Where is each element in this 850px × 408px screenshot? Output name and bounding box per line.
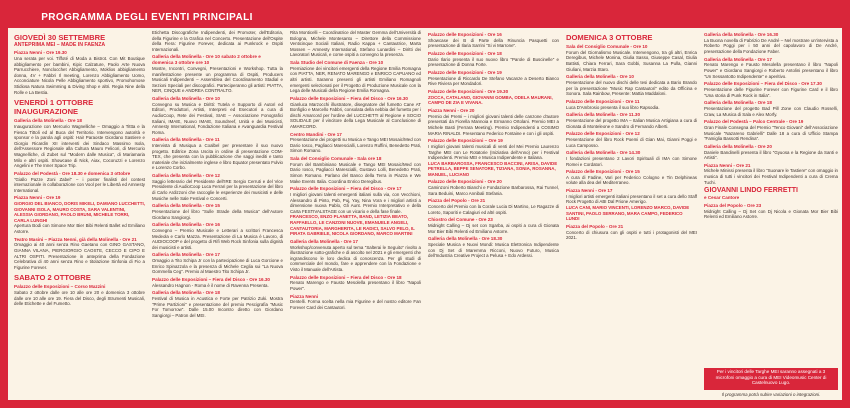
program-venue-entry: Piazza Nenni - Ore 21 bbox=[704, 162, 751, 168]
program-venue-entry: Centro Mandini - Ore 17 bbox=[290, 131, 342, 137]
program-txt-entry: Dentelli. Forma scelta nella mia Figurine e del nostro editore Fan Forever Card dei Cantautori. bbox=[290, 299, 421, 310]
program-day-entry: VENERDÌ 1 OTTOBRE INAUGURAZIONE bbox=[14, 98, 94, 117]
program-txt-entry: La Buona novella di Fabrizio De André – Nel mostrare un'intervista a Roberto Poggi per i 50 anni del capolavoro di De André, presentazione della Fondazione Faber. bbox=[704, 37, 838, 54]
program-venue-entry: Palazzo delle Esposizioni – Fiera del Disco - Ore 16.30 bbox=[152, 276, 270, 282]
program-venue-entry: Palazzo delle Esposizioni - Ore 19 bbox=[428, 69, 502, 75]
program-venue-entry: Galleria della Molinella - Ore 18 bbox=[704, 100, 772, 106]
program-txt-entry: Presentazione del nuovo dischi delle tesi dedicata a Bario Brando per la presentazione "Music Rap Cantautori" edito da Officina e Sonora. Sala Rainbow, Presente: Mattia Maddaloni. bbox=[566, 79, 697, 97]
program-guest-entry: GIOVANNI LINDO FERRETTI bbox=[704, 187, 798, 195]
program-venue-entry: Galleria della Molinella - Ore 17 bbox=[704, 56, 772, 62]
program-txt-entry: Gran Finale Consegna del Premio "Tenco Giovani" dell'Associazione Musicale "Nazareno Gabrielli" Dalle 18 a cura di Ufficio Stampa "Famiglia Bassotti Rendina". bbox=[704, 124, 838, 142]
program-txt-entry: Forum del Giornalismo Musicale. Intervengono, tra gli altri, Enrica Deregibus, Michele Monina, Giulia Sasso, Giuseppe Casal, Giulia Battisti, Chiara Ferrari, Sara Gobbi, Susanna La Pulla, Gianni Giuliani, Marzia Staro. bbox=[566, 49, 697, 72]
program-sheet bbox=[8, 8, 842, 400]
program-venue-entry: Galleria della Molinella - Ore 18 bbox=[152, 290, 220, 296]
program-txt-entry: Luca D'Ambrosio presenta il suo libro Rapsodia. bbox=[566, 104, 660, 110]
program-txt-entry: Presentazione del progetto IMA – Italian Musica Artigiana a cura di Gionata di Monteleone e Sandro di Fernando Alberti. bbox=[566, 117, 697, 129]
program-txt-entry: I migliori artisti emergenti italiani presentano il set a cura dello Staff Rock Progetto di ABI Dal Prione Amerigo. bbox=[566, 193, 697, 205]
program-venue-entry: Palazzo delle Esposizioni - Ore 20 bbox=[428, 179, 502, 185]
program-hl-entry: e Cesar Cantore bbox=[704, 195, 740, 201]
program-txt-entry: Michele Minissi presenta il libro "Suonare le Tastiere" con omaggio in musica di tutti i vincitori dei Festival Indipendenti a cura di Crema Tuchi. bbox=[704, 168, 838, 185]
program-venue-entry: Galleria della Molinella - Ore 20 bbox=[704, 143, 772, 149]
column-4 bbox=[428, 30, 559, 398]
program-txt-entry: I fondazioni presentano 2 Lavori Spirituali di IMA con Simone Romei e Cordatori. bbox=[566, 155, 697, 167]
program-txt-entry: Gianluca Marzocchi illustratore, disegnatore del fumetto Cane AT Bonfiglio e Marcello Fabbri, consolata della nebbia del fumetto per i dischi Amarcord per l'ordine del LUCCHETTI al Regione e SOCIO SOLIDALE per il vincitore della Lega Musicale al Conclusione di AMARCORD. bbox=[290, 101, 421, 129]
program-venue-entry: Piazza Nenni - Ore 20 bbox=[428, 107, 475, 113]
program-txt-entry: Apertura Bodi con Simone Mor Bier Bibi Relenti Ballet ed Emiliano Astorre. bbox=[14, 223, 145, 235]
program-venue-entry: Galleria della Molinella - Ore 17 bbox=[152, 252, 220, 258]
program-venue-entry: Galleria della Molinella - Ore 10 bbox=[152, 95, 220, 101]
column-6 bbox=[704, 30, 838, 398]
program-txt-entry: Renato Marengo e Fausto Mesolella presentano il libro "Napoli Power" e Giordano Sangiorgi e Roberto Antolini presentano il libro "Un Sessantotto Indipendente" e aperitivo. bbox=[704, 62, 838, 79]
program-txt-entry: Saggio letterario del Presidente dell'IRE Sergio Cerruti e del Vice Presidente di AudioCoop Luca Ferrari per la presentazione del libro di Carlo Ardizzoni che raccoglie le esperienze dei musicisti e delle Musiche nelle Sale Festival e Concerti. bbox=[152, 178, 283, 201]
program-venue-entry: Sala del Consiglio Comunale - Ore 10 bbox=[566, 44, 648, 49]
program-venue-entry: Palazzo delle Esposizioni – Fiera del Disco - Ore 16.30 bbox=[290, 95, 408, 101]
program-txt-entry: Premiazione dei vincitori emergenti della Regione Emilia Romagna con PIATTA, NER, RENATO MARENGO e ENRICO CAPUANO ed altri artisti. Saranno presenti gli artisti Emiliano Romagnoli emergenti selezionati per il Progetto di Produzione Musicale con la Lega delle Musicali della Regione Emilia Romagna. bbox=[290, 65, 421, 94]
program-txt-entry: Etichetta Discografiche Indipendenti, dei Promoter, dell'Editoria, della Figurine e la Grafica nel Concerto. Presentazione dell'Ospite della Fiera: Figurine Forever, dedicata ai Punkrock e Ospiti Internazionali. bbox=[152, 30, 283, 52]
program-txt-entry: Midnight Calling – Dj Set con Dj Nicola e Gionata Mor Bier Bibi Relenti ed Emiliano Astorre. bbox=[704, 208, 838, 220]
program-txt-entry: Daniele Bandinelli presenta il libro "Gyuosa e la Regione da Santi e Artisti". bbox=[704, 149, 838, 161]
program-venue-entry: Palazzo delle Esposizioni - Ore 15 bbox=[566, 169, 640, 175]
program-venue-entry: Piazza Nenni bbox=[290, 293, 319, 299]
program-venue-entry: Galleria della Molinella - Ore 11.30 bbox=[566, 112, 641, 118]
program-venue-entry: Palazzo delle Esposizioni - Ore 18 bbox=[428, 50, 502, 56]
program-txt-entry: Caminzoni Roberto Bianchi e Fondazione Barbarossa, Rai Tunnel, Sara Beduini, Marco Annibali Stefania. bbox=[428, 185, 559, 196]
program-txt-entry: Una serata per voi. Tiffoté di Moda a Bistrot. Con Mit Boutique abbigliamento per bambini, Kipic Calzature, Paolo Arte Nuova Parrucchiere, Nonclocchet Abbigliamento, Moklios abbigliamento donna, 4V + Fabbri Il meeting, Lorenzo Abbigliamento Uomo, Acconciature Nicola Pelle Abbigliamento sportivo, Promohomose Stidiosa Natura Swimming & Diving Shop e altri. Regia Nine della Rolle e La Bestia. bbox=[14, 56, 145, 95]
program-venue-entry: Teatro Masini – Piazza Nenni, già della Molinella - Ore 21 bbox=[14, 236, 137, 242]
program-venue-entry: Palazzo delle Esposizioni – Ore 19 bbox=[428, 138, 503, 144]
program-txt-entry: Rita Monticelli – Coordinatrice del Master Gemma dell'Università di Bologna, Michele Montesanto – Direttore della Commissione Venticinque Sociali Italiani, Radio Kappa + Cantautrice, Marta Mossen – Amnesty International, Stefano Lunardini – Diritti dei Lavoratori Musicali, e come ospiti a convegno la presenza. bbox=[290, 30, 421, 58]
program-txt-entry: Sabato 2 ottobre dalle ore 10 alle ore 20 e domenica 3 ottobre dalle ore 10 alle ore 19. Fiera del Disco, degli Strumenti Musicali, delle Etichette e del Fumetto. bbox=[14, 290, 145, 307]
program-venue-entry: Sala del Consiglio Comunale - Sala ore 18 bbox=[290, 156, 382, 162]
program-venue-entry: Palazzo del Podestà - Ore 18.30 e domenica 3 ottobre bbox=[14, 170, 131, 176]
header-banner bbox=[8, 8, 842, 28]
program-day-entry: SABATO 2 OTTOBRE bbox=[14, 273, 91, 283]
program-venue-entry: Galleria della Molinella - Ore 18.30 bbox=[428, 236, 503, 242]
program-venue-entry: Galleria della Molinella - Ore 16 bbox=[152, 222, 220, 228]
program-txt-entry: Renato Marengo e Fausto Mesolella presentano il libro "Napoli Power". bbox=[290, 280, 421, 291]
program-names-entry: ZOCCA, CATALANO, GIOVANNI GOMBA, ODELA MAURANI, CAMPO DE ZIA E VIVANA. bbox=[428, 94, 553, 106]
column-3 bbox=[290, 30, 421, 398]
program-txt-entry: Dario Ilario presenta il suo nuovo libro "Parole di Buscinelle" e presentazione di Donna Forte. bbox=[428, 56, 559, 68]
program-txt-entry: Presentazione del libro "Sulle Strade della Musica" dell'Autore Giordano Sangiorgi. bbox=[152, 209, 283, 220]
column-5 bbox=[566, 30, 697, 398]
program-venue-entry: Piazza del Popolo - Ore 21 bbox=[566, 223, 624, 229]
program-txt-entry: Mostre, Incontri, Convegni, Presentazioni e Workshop. Tutta la manifestazione presente un programma di Ospiti, Producers Musicali Indipendenti – Assemblea del Coordinamento Stadial e Sezioni Speciali per discografici. Parteciperanno gli artisti: PIATTA, NER, CINQUE e ANDREA CONTRALTO. bbox=[152, 65, 283, 94]
program-names-entry: FRANCESCO, ENZO PLANETTA, BAND, LETIZIA BEATO, RAFFAELLO, LE CANZONI NUOVE, EMANUELE ANGELI, CANTAUTORIA, MARGHERITA, LE RADICI, SALVO PELO, IL PIRATA GABRIELE, NICOLA GIORDANO, MARCO MARTINI bbox=[290, 214, 415, 237]
program-venue-entry: Galleria della Molinella - Ore 17 bbox=[290, 238, 358, 244]
program-names-entry: LUCA BARBAROSSA, FRANCESCO BACCINI, ARISA, DAVIDE PETRELLA, BEPPE SENATORE, TIZIANA, SONIA, ROSANNA, MANUEL, LUCIANO bbox=[428, 160, 558, 177]
program-venue-entry: Palazzo delle Esposizioni - Ore 11 bbox=[566, 98, 640, 104]
program-txt-entry: Showcase dei B di Parte della Rinuncia Pasquetti con presentazione di Ilaria Sarrini "Si vi Marrone". bbox=[428, 37, 559, 49]
program-txt-entry: Omaggio ai 40 anni senza Rino Gaetano con GINO GASTANO, GIANNA VILANA, PIERGIORGIO CAOSTE, CECCO E CIPO E ALTRI OSPITI. Presentazione in anteprima della Fondazione Celebrativa di 40 anni senza Rino e titolazione Sinfonia di Fio a Figurine Forever. bbox=[14, 242, 145, 270]
program-txt-entry: Intervista di Musiqua a Coalbel per presentare il suo nuovo progetto. Editrice Zona Uscita in ordine di presentazione COM-TEX, che presenta con la pubblicazione che saggi inediti e tanto materiale che inizialmente inglese e libro Equator presentato Fulvio e Lorenzo Corbo. bbox=[152, 143, 283, 171]
program-venue-entry: Palazzo del Podestà – Palco Centrale - Ore 19 bbox=[704, 119, 804, 125]
program-venue-entry: Palazzo delle Esposizioni – Corso Mazzini bbox=[14, 284, 106, 290]
program-txt-entry: A cura di Fadine, Vari per Federico Cologno e Tin Delphineas volute alla dea del Mediterraneo. bbox=[566, 174, 697, 186]
program-txt-entry: Premio dei Premi – i migliori giovani talenti delle canzone d'autore presentati da Fiorella Mannoia e Ermanno Ortolani. Premio MEI a Michele Basti (Ferrara Meeting). Premio Indipendenti a COSIMO MARIA RINALDI. Presentano Federico Fontaine e con i gli ospiti. bbox=[428, 113, 559, 136]
program-venue-entry: Galleria della Molinella - Ore 16.30 bbox=[704, 32, 779, 37]
program-venue-entry: Galleria della Molinella - Ore 10 bbox=[566, 74, 634, 80]
program-venue-entry: Palazzo delle Esposizioni - Ore 16 bbox=[428, 32, 502, 37]
program-venue-entry: Galleria della Molinella - Ore 11 bbox=[152, 137, 220, 143]
program-footnote: Il programma potrà subire variazioni o integrazioni. bbox=[721, 392, 821, 397]
program-venue-entry: Galleria della Molinella - Ore 10 sabato 2 ottobre e domenica 3 ottobre ore 10 bbox=[152, 54, 261, 66]
program-txt-entry: Convegno – Premio Musicale e Letterari a scrittori Francesca Medeola e Carlo Mazza. Presentazione di La Musica è Lavoro, di AUDIOCOOP e del progetto di Rifi Web Rock Sinfonia sulla dignità dei musicisti e artisti. bbox=[152, 228, 283, 250]
program-venue-entry: Palazzo delle Esposizioni – Fiera del Disco - Ore 17 bbox=[290, 186, 402, 192]
program-venue-entry: Galleria della Molinella - Ore 14.30 bbox=[566, 150, 641, 156]
program-txt-entry: Midnight Calling – Dj set con Sgarba, ai ospiti a cura di Gionata Mor Bier Bibi Relenti ed Emiliano Astorre. bbox=[428, 223, 559, 234]
program-txt-entry: Presentazione del progetto Bad Pill Zone con Claudio Rosselli, Craw, La Musica di Sala e Alex Morfy. bbox=[704, 105, 838, 117]
program-txt-entry: Omaggio a Tito Schipa Jr con la partecipazione di Luca Gorcione e Enrico Spinazzola e la presenza di Michele Ceglia sui "La Nuova Gommella Ceg". Premio al Maestro Tito Schipa Jr. bbox=[152, 258, 283, 275]
program-day-entry: DOMENICA 3 OTTOBRE bbox=[566, 33, 653, 42]
program-txt-entry: Forum del Bambiniano Musicale e Tango MEI Mosaic/Med con Dario Iosco, Pagliacci Marescialli, Gustavo Lolli, Benedetto Prati, Simon Romano. Parlano del Banco della Terra in Piazza e We Make Events Italia. Coordina Enrico Deregibus. bbox=[290, 161, 421, 184]
program-txt-entry: I migliori giovani talenti musicali di venti del Mei Premio Laurenzo Targhe MEI con Le Rotatorie (Iniziativa dell'Anno) per i Festival Indipendenti. Premio MEI e Musica Indipendente e Italiana. bbox=[428, 143, 559, 161]
program-txt-entry: Alessandro Hagnon - Roma è il nome di Ravenna Presenta. bbox=[152, 282, 269, 288]
program-txt-entry: Concerto di chiusura con gli ospiti e tutti i protagonisti del MEI 2021. bbox=[566, 229, 697, 241]
program-txt-entry: Convegno su Musica e Diritti: Tutela e Supporto di Autori ed Editori, Produttori, Artisti, Interpreti ed Esecutori a cura di AudioCoop, Rete dei Festival, SIAE – Associazione Fonografici Italiani, IMAIE, Nuovo IMAIE, Soundreef, Unità e dei Musicisti, Amnesty International, Fondazione Italiana e Avanguardia Festival Roma. bbox=[152, 101, 283, 135]
column-1 bbox=[14, 30, 145, 398]
columns bbox=[14, 30, 838, 398]
program-venue-entry: Piazza del Popolo - Ore 21 bbox=[428, 198, 486, 204]
program-venue-entry: Sala Studio del Comune di Faenza - Ore 10 bbox=[290, 59, 384, 65]
column-2 bbox=[152, 30, 283, 398]
program-names-entry: LUCA CANI, MARIO VINCENTI, LORENZO MARCO, DAVIDE SANTINI, PAOLO SERRANO, MARA CAMPO, FEDERICO LUNDI bbox=[566, 205, 690, 222]
program-txt-entry: Workshop/convenuta aperto sul tema "Salterai le Seguito" rivolto a illustrazione sotto-grafiche e di ascolto nel 2021 e gli emergenti che ingrandiscono le loro dedica di conoscenza. Per gli studi di commerciale del mondo, fare e apprendere con la Fondazione e Visto il Manuale dell'Artista. bbox=[290, 244, 421, 272]
program-venue-entry: Galleria della Molinella - Ore 12 bbox=[152, 173, 220, 179]
program-venue-entry: Palazzo delle Esposizioni – Fiera del Disco - Ore 17.30 bbox=[704, 81, 822, 87]
program-txt-entry: Presentazione delle Figurine Forever con Figurine Card e il libro "Una storia di Punk Rock in Italia". bbox=[704, 86, 838, 98]
prize-notice: Per i vincitori delle Targhe MEI saranno assegnati a 3 microfoni omaggio a cura di MEI Videomusic Center di Castelnuovo Lugo. bbox=[704, 368, 838, 390]
program-venue-entry: Piazza Nenni - Ore 19.30 bbox=[14, 50, 67, 56]
program-venue-entry: Galleria della Molinella - Ore 18 bbox=[14, 118, 82, 124]
program-txt-entry: "Giallo Pazze Zoni Zabel" – i poster finalisti del contest internazionale in collaborazione con Vool per le Libertà ed Amnesty International. bbox=[14, 176, 145, 193]
page-title: PROGRAMMA DEGLI EVENTI PRINCIPALI bbox=[41, 12, 253, 23]
program-venue-entry: Galleria della Molinella - Ore 15 bbox=[152, 203, 220, 209]
program-day-entry: GIOVEDÌ 30 SETTEMBRE bbox=[14, 33, 106, 42]
program-venue-entry: Palazzo delle Esposizioni - Ore 12 bbox=[566, 131, 640, 137]
program-venue-entry: Piazza Nenni - Ore 19 bbox=[14, 195, 61, 201]
program-venue-entry: Piazza del Popolo - Ore 23 bbox=[704, 203, 762, 209]
program-sub-entry: ANTEPRIMA MEI – MADE IN FAENZA bbox=[14, 42, 106, 48]
program-txt-entry: Speciale Musica e Nuovi Mondi: Musica Elettronica Indipendente con Dj Set di Maremma Ricconi, Nuovo Futuro, Musica dell'Industria Creative Project a Pelusa + Edo Ardessi. bbox=[428, 242, 559, 259]
program-txt-entry: Presentazione del libro Rock Poemi di Gian Mai, Gianni Poggi e Luca Camposso. bbox=[566, 136, 697, 148]
program-venue-entry: Palazzo delle Esposizioni – Fiera del Disco - Ore 18 bbox=[290, 274, 402, 280]
program-names-entry: GIORGIO DEL BIANCO, DORIS MIKELI, DAMIANO LUCCHETTI, GIOVANNI ISOLA, MAURO COSTA, SARA VALENTINI, ALESSIA GIORDANO, PAOLO BRUNI, MICHELE TORRI, CARLA LUNGHI bbox=[14, 201, 145, 223]
program-txt-entry: I migliori giovani talenti emergenti italiani sulla via, con Vecchioni, Alessandro di Pinto, Pab, Puj, Yay, Nina Vora e i migliori artisti a dimensione nuova Pablo, Gli Aunt. Premio Interpretativo e della Carta FESTIVALSTAGE con un vicario e della fase finale. bbox=[290, 192, 421, 214]
program-venue-entry: Palazzo delle Esposizioni - Ore 19.30 bbox=[428, 88, 509, 94]
program-txt-entry: Presentazione dei progetti su Musica e Tango MEI Mosaic/Med con Dario Iosco, Pagliacci Marescialli, Lorenzo Ruffini, Benedetto Prati, Simon Romano. bbox=[290, 137, 421, 154]
program-venue-entry: Piazza Nenni - Ore 17 bbox=[566, 188, 613, 194]
program-venue-entry: Chiostro del Comune - Ore 23 bbox=[428, 217, 493, 223]
program-txt-entry: Inaugurazione con Mercurio Wagnelliche – Omaggio a Tittta e la Fiesca Tittoli ed al Buca del Territorio. Intervengono autorità e sponsor e la parola agli ospiti: Hair Paraoste Giordano Sastiere e Giorgio Ricardin XII interventi dei Sindaco Massimo Isola, dell'Assessore Regionale alla Cultura Mauro Felicori, di Mercurio Wagnelliche, di Zubet sul "Modern dalle Musica", di Mariamaria Milo e altri ospiti. Showcase di Nick, Aiax, Cocoruzzi e Lorenzo Angelini e The Inner Space Trip. bbox=[14, 123, 145, 169]
program-txt-entry: Festival di Musica in Acustica e Forte per Patrizio Zuki. Mostra "Prime Partizioni" e presentazione del premio Pescigrafia "Music For Tomorrow". Dalle 15.00 Incontro diretto con Giordano Sangiorgi – Patron del MEI. bbox=[152, 296, 283, 318]
program-txt-entry: Presentazione di Riccardo De Stefano Vacanze a Deserto Bianco Rive Riviera per Mondadori. bbox=[428, 75, 559, 87]
program-txt-entry: Concerto del Premio con la Corale Lucia Di Martino, Le Ragazze di Loreto, Saporiti e Calagiuri ed altri ospiti. bbox=[428, 204, 559, 215]
